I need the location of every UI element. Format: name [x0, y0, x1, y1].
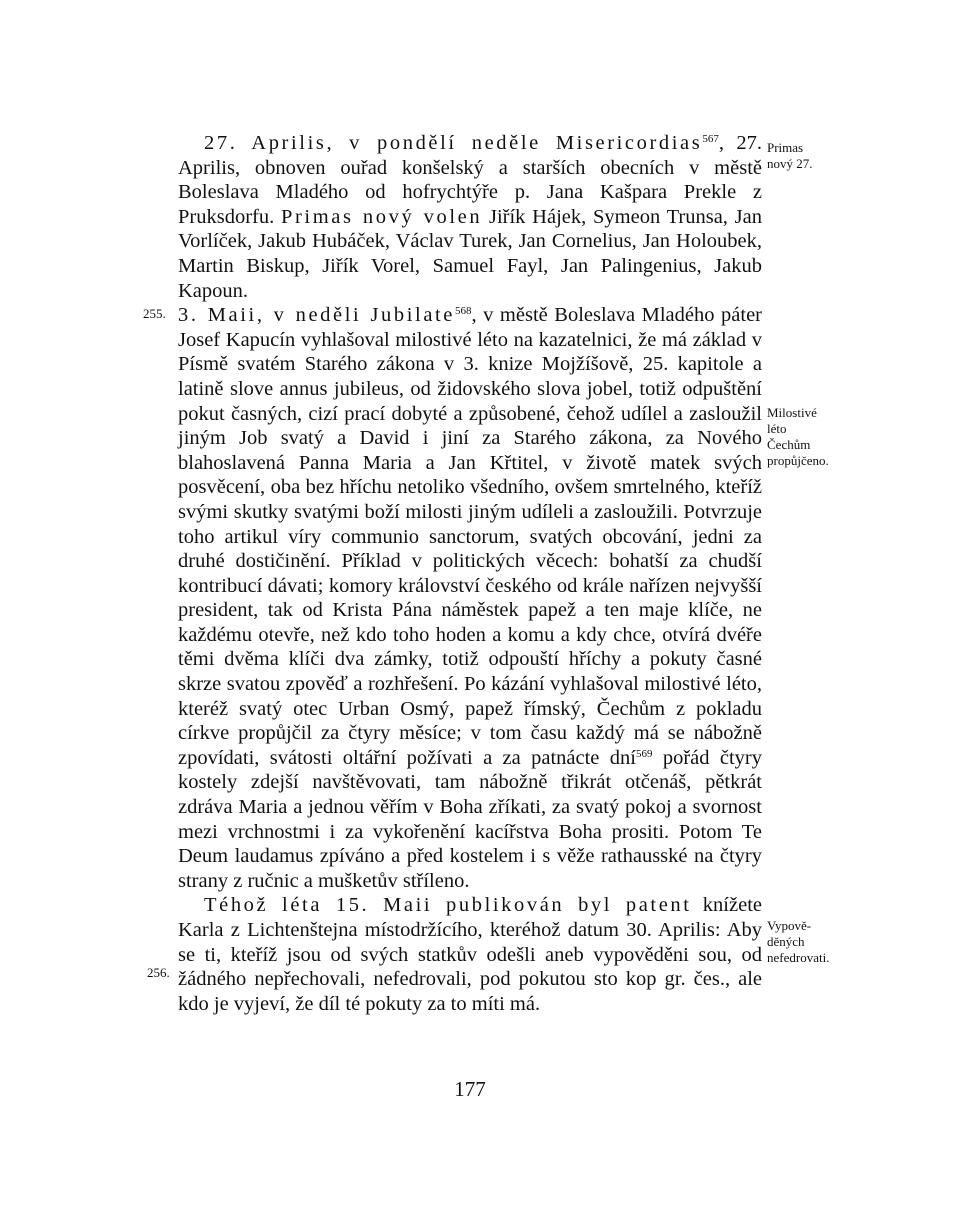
emphasis-text: Primas nový volen: [281, 205, 483, 228]
paragraph-patent: [178, 893, 762, 1016]
paragraph-text: , 27. Aprilis, obnoven ouřad konšelský a starších obecních v městě Boleslava Mladého od hofrychtýře p. Jana Kašpara Prekle z Pruksdorfu.: [178, 132, 762, 228]
footnote-ref: 568: [455, 305, 472, 318]
margin-note-milostive: [767, 405, 829, 469]
paragraph-jubilate: [178, 303, 762, 893]
paragraph-primas: [178, 131, 762, 303]
margin-note-vypovedenych: [767, 918, 829, 966]
main-text: [178, 131, 762, 1016]
paragraph-text: pořád čtyry kostely zdejší navštěvovati, tam nábožně třikrát otčenáš, pětkrát zdráva Maria a jednou věřím v Boha zříkati, za svatý pokoj a svornost mezi vrchnostmi i za vykořenění kacířstva Boha prositi. Potom Te Deum laudamus zpíváno a před kostelem i s věže rathausské na čtyry strany z ručnic a mušketův stříleno.: [178, 746, 762, 892]
page-number: 177: [454, 1077, 486, 1101]
margin-note-line: nový 27.: [767, 156, 813, 171]
margin-note-primas: [767, 140, 813, 172]
margin-note-line: Milostivé: [767, 405, 817, 420]
paragraph-lead: Téhož léta 15. Maii publikován byl patent: [204, 894, 692, 917]
paragraph-lead: 3. Maii, v neděli Jubilate: [178, 304, 456, 327]
paragraph-text: Jiřík Hájek, Symeon Trunsa, Jan Vorlíček, Jakub Hubáček, Václav Turek, Jan Cornelius, Jan Holoubek, Martin Biskup, Jiřík Vorel, Samuel Fayl, Jan Palingenius, Jakub Kapoun.: [178, 205, 763, 302]
footnote-ref: 567: [702, 133, 719, 145]
margin-note-line: nefedrovati.: [767, 950, 830, 965]
margin-note-line: léto: [767, 421, 787, 436]
line-number: 255.: [143, 306, 166, 321]
margin-note-line: Čechům: [767, 437, 811, 452]
margin-note-line: Vypově-: [767, 918, 812, 933]
margin-note-line: propůjčeno.: [767, 453, 829, 468]
margin-note-line: Primas: [767, 140, 804, 155]
paragraph-lead: 27. Aprilis, v pondělí neděle Misericordias: [204, 132, 703, 154]
line-number: 256.: [147, 965, 170, 980]
footnote-ref: 569: [635, 747, 653, 760]
margin-note-line: děných: [767, 934, 805, 949]
paragraph-text: , v městě Boleslava Mladého páter Josef Kapucín vyhlašoval milostivé léto na kazatelnici, že má základ v Písmě svatém Starého zákona v 3. knize Mojžíšově, 25. kapitole a latině slove annus jubileus, od židovského slova jobel, totiž odpuštění pokut časných, cizí prací dobyté a způsobené, čehož udílel a zasloužil jiným Job svatý a David i jiní za Starého zákona, za Nového blahoslavená Panna Maria a Jan Křtitel, v životě matek svých posvěcení, oba bez hříchu netoliko všedního, ovšem smrtelného, kteříž svými skutky svatými boží milosti jiným udíleli a zasloužili. Potvrzuje toho artikul víry communio sanctorum, svatých obcování, jedni za druhé dostičinění. Příklad v politických věcech: bohatší za chudší kontribucí dávati; komory království českého od krále nařízen nejvyšší president, tak od Krista Pána náměstek papež a ten maje klíče, ne každému otevře, než kdo toho hoden a komu a kdy chce, otvírá dvéře těmi dvěma klíči dva zámky, totiž odpouští hříchy a pokuty časné skrze svatou zpověď a rozhřešení. Po kázání vyhlašoval milostivé léto, kteréž svatý otec Urban Osmý, papež římský, Čechům z pokladu církve propůjčil za čtyry měsíce; v tom času každý má se nábožně zpovídati, svátosti oltářní požívati a za patnácte dní: [178, 304, 763, 769]
paragraph-text: knížete Karla z Lichtenštejna místodržícího, kteréhož datum 30. Aprilis: Aby se ti, kteříž jsou od svých statkův odešli aneb vypověděni sou, od žádného nepřechovali, nefedrovali, pod pokutou sto kop gr. čes., ale kdo je vyjeví, že díl té pokuty za to míti má.: [178, 894, 762, 1015]
